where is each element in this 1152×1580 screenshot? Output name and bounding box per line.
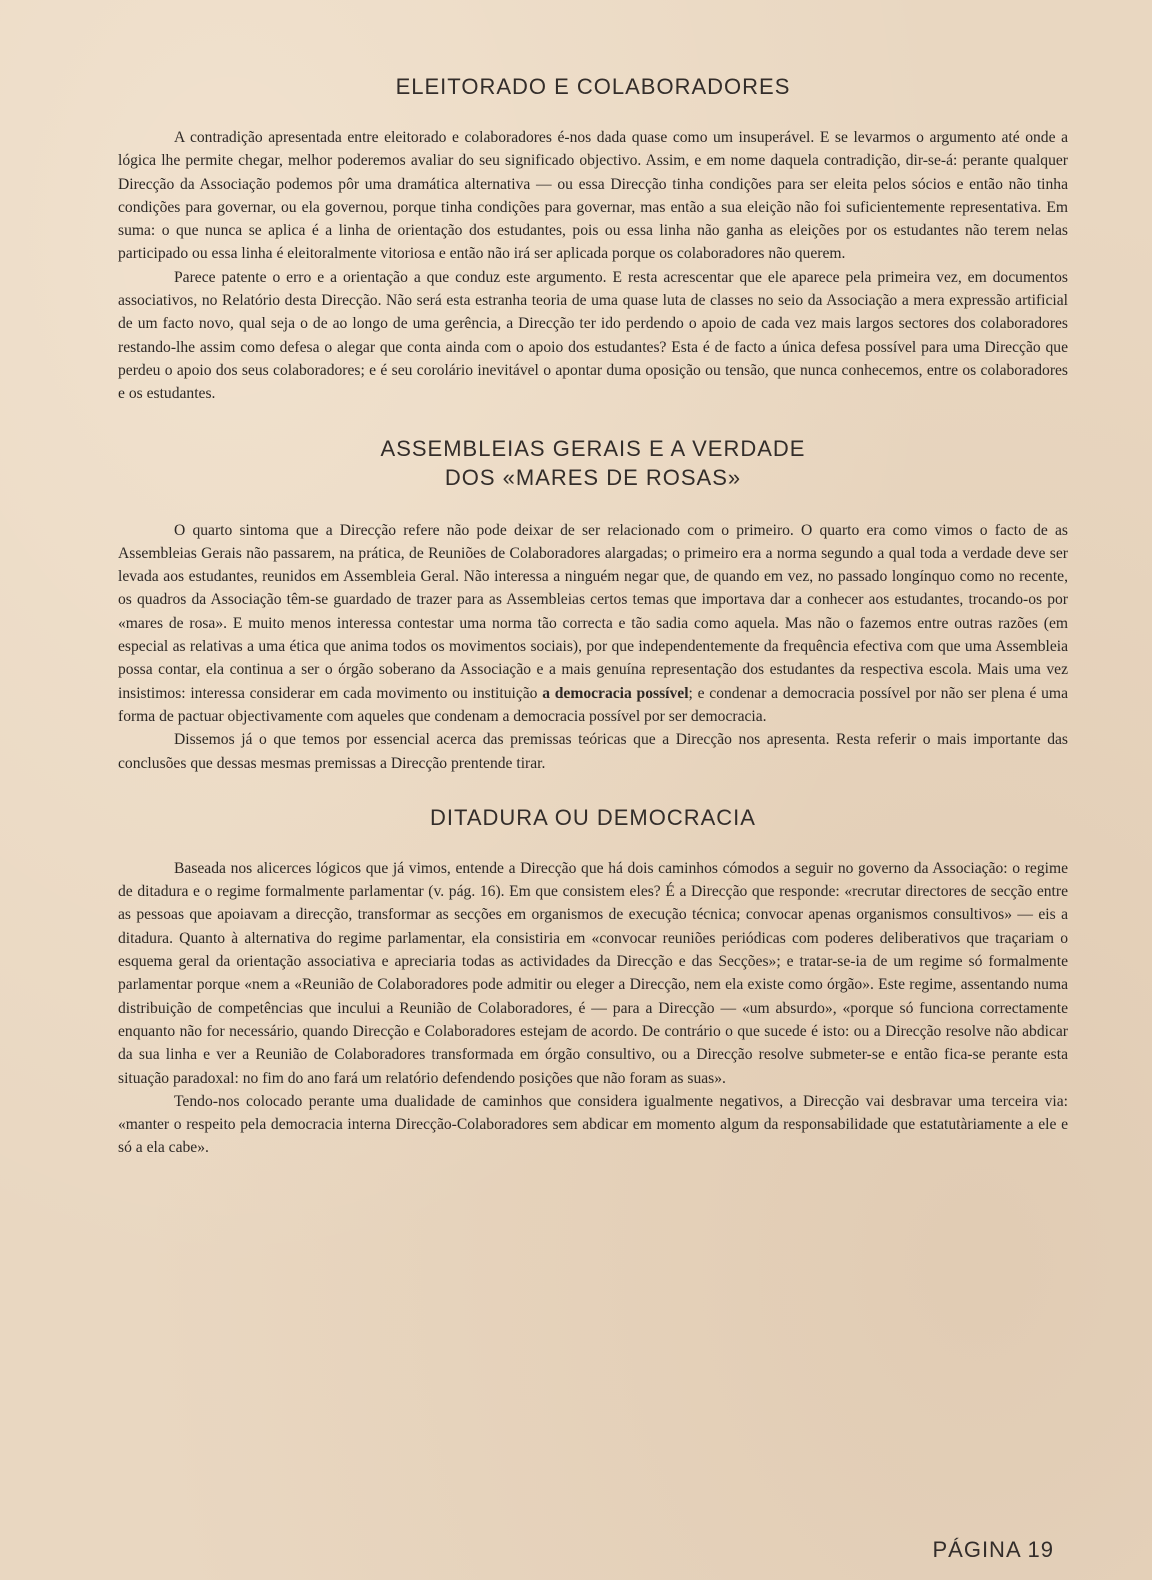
paragraph: Tendo-nos colocado perante uma dualidade de caminhos que considera igualmente negativos, a Direcção vai desbravar uma terceira via: «manter o respeito pela democracia interna Direcção-Colaboradores sem abdicar em momento algum da responsabilidade que estatutàriamente a ele e só a ela cabe».	[118, 1092, 1068, 1157]
document-page	[118, 62, 1068, 1160]
section-heading-assembleias	[118, 434, 1068, 492]
paragraph	[118, 519, 1068, 729]
heading-line: DOS «MARES DE ROSAS»	[444, 464, 742, 490]
section-heading-eleitorado: ELEITORADO E COLABORADORES	[395, 74, 791, 99]
paragraph-text: ; e condenar a democracia possível por não ser plena é uma forma de pactuar objectivamente com aqueles que condenam a democracia possível por ser democracia.	[118, 684, 1068, 725]
paragraph: Parece patente o erro e a orientação a que conduz este argumento. E resta acrescentar que ele aparece pela primeira vez, em documentos associativos, no Relatório desta Direcção. Não será esta estranha teoria de uma quase luta de classes no seio da Associação a mera expressão artificial de um facto novo, qual seja o de ao longo de uma gerência, a Direcção ter ido perdendo o apoio de cada vez mais largos sectores dos colaboradores restando-lhe assim como defesa o alegar que conta ainda com o apoio dos estudantes? Esta é de facto a única defesa possível para uma Direcção que perdeu o apoio dos seus colaboradores; e é seu corolário inevitável o apontar duma oposição ou tensão, que nunca conhecemos, entre os colaboradores e os estudantes.	[118, 268, 1068, 403]
heading-line: ASSEMBLEIAS GERAIS E A VERDADE	[380, 435, 806, 461]
bold-phrase: a democracia possível	[542, 684, 689, 702]
section-heading-ditadura: DITADURA OU DEMOCRACIA	[430, 804, 756, 830]
paragraph: A contradição apresentada entre eleitorado e colaboradores é-nos dada quase como um insuperável. E se levarmos o argumento até onde a lógica lhe permite chegar, melhor poderemos avaliar do seu significado objectivo. Assim, e em nome daquela contradição, dir-se-á: perante qualquer Direcção da Associação podemos pôr uma dramática alternativa — ou essa Direcção tinha condições para ser eleita pelos sócios e então não tinha condições para governar, ou ela governou, porque tinha condições para governar, mas então a sua eleição não foi suficientemente representativa. Em suma: o que nunca se aplica é a linha de orientação dos estudantes, pois ou essa linha não ganha as eleições por os estudantes não terem nelas participado ou essa linha é eleitoralmente vitoriosa e então não irá ser aplicada porque os colaboradores não querem.	[118, 129, 1068, 263]
paragraph-text: O quarto sintoma que a Direcção refere não pode deixar de ser relacionado com o primeiro. O quarto era como vimos o facto de as Assembleias Gerais não passarem, na prática, de Reuniões de Colaboradores alargadas; o primeiro era a norma segundo a qual toda a verdade deve ser levada aos estudantes, reunidos em Assembleia Geral. Não interessa a ninguém negar que, de quando em vez, no passado longínquo como no recente, os quadros da Associação têm-se guardado de trazer para as Assembleias certos temas que importava dar a conhecer aos estudantes, trocando-os por «mares de rosa». E muito menos interessa contestar uma norma tão correcta e tão sadia como aquela. Mas não o fazemos entre outras razões (em especial as relativas a uma ética que anima todos os movimentos sociais), por que independentemente da frequência efectiva com que uma Assembleia possa contar, ela continua a ser o órgão soberano da Associação e a mais genuína representação dos estudantes da respectiva escola. Mais uma vez insistimos: interessa considerar em cada movimento ou instituição	[118, 521, 1068, 702]
paragraph: Baseada nos alicerces lógicos que já vimos, entende a Direcção que há dois caminhos cómodos a seguir no governo da Associação: o regime de ditadura e o regime formalmente parlamentar (v. pág. 16). Em que consistem eles? É a Direcção que responde: «recrutar directores de secção entre as pessoas que apoiavam a direcção, transformar as secções em organismos de execução técnica; convocar apenas organismos consultivos» — eis a ditadura. Quanto à alternativa do regime parlamentar, ela consistiria em «convocar reuniões periódicas com poderes deliberativos que traçariam o esquema geral da orientação associativa e apreciaria todas as actividades da Direcção e das Secções»; e tratar-se-ia de um regime só formalmente parlamentar porque «nem a «Reunião de Colaboradores pode admitir ou eleger a Direcção, nem ela existe como órgão». Este regime, assentando numa distribuição de competências que incului a Reunião de Colaboradores, é — para a Direcção — «um absurdo», «porque só funciona correctamente enquanto não for necessário, quando Direcção e Colaboradores estejam de acordo. De contrário o que sucede é isto: ou a Direcção resolve não abdicar da sua linha e ver a Reunião de Colaboradores transformada em órgão consultivo, ou a Direcção resolve submeter-se e então fica-se perante esta situação paradoxal: no fim do ano fará um relatório defendendo posições que não foram as suas».	[118, 859, 1068, 1087]
page-number: PÁGINA 19	[932, 1537, 1054, 1562]
paragraph: Dissemos já o que temos por essencial acerca das premissas teóricas que a Direcção nos apresenta. Resta referir o mais importante das conclusões que dessas mesmas premissas a Direcção prentende tirar.	[118, 731, 1068, 772]
